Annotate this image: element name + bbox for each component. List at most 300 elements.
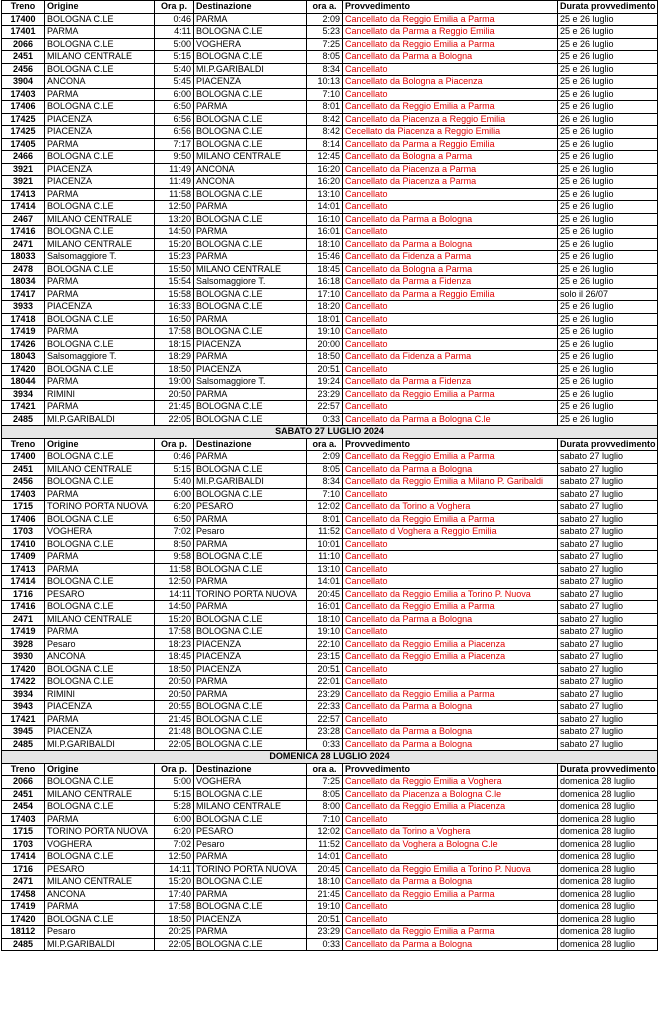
column-header-measure-duration: Durata provvedimento bbox=[558, 438, 658, 451]
table-row bbox=[2, 663, 658, 676]
cell-measure: Cancellato da Fidenza a Parma bbox=[343, 351, 558, 364]
table-row bbox=[2, 901, 658, 914]
cell-measure-duration: sabato 27 luglio bbox=[558, 451, 658, 464]
cell-measure-duration: 25 e 26 luglio bbox=[558, 338, 658, 351]
cell-train-number: 2485 bbox=[2, 738, 45, 751]
table-row bbox=[2, 388, 658, 401]
column-header-train-number: Treno bbox=[2, 763, 45, 776]
cell-arrival-time: 22:57 bbox=[307, 713, 343, 726]
cell-departure-time: 11:58 bbox=[155, 563, 194, 576]
cell-measure: Cancellato bbox=[343, 626, 558, 639]
cell-measure-duration: 25 e 26 luglio bbox=[558, 63, 658, 76]
column-header-measure-duration: Durata provvedimento bbox=[558, 763, 658, 776]
cell-measure: Cancellato bbox=[343, 551, 558, 564]
cell-arrival-time: 12:45 bbox=[307, 151, 343, 164]
cell-measure-duration: 25 e 26 luglio bbox=[558, 151, 658, 164]
table-row bbox=[2, 13, 658, 26]
cell-destination: PIACENZA bbox=[194, 338, 307, 351]
cell-measure-duration: sabato 27 luglio bbox=[558, 538, 658, 551]
table-row bbox=[2, 601, 658, 614]
cell-arrival-time: 18:50 bbox=[307, 351, 343, 364]
cell-arrival-time: 19:10 bbox=[307, 326, 343, 339]
column-header-origin: Origine bbox=[45, 1, 155, 14]
cell-arrival-time: 23:29 bbox=[307, 926, 343, 939]
column-header-origin: Origine bbox=[45, 438, 155, 451]
cell-departure-time: 17:40 bbox=[155, 888, 194, 901]
cell-departure-time: 19:00 bbox=[155, 376, 194, 389]
cell-arrival-time: 17:10 bbox=[307, 288, 343, 301]
cell-measure-duration: sabato 27 luglio bbox=[558, 638, 658, 651]
cell-departure-time: 6:20 bbox=[155, 501, 194, 514]
cell-measure: Cancellato bbox=[343, 226, 558, 239]
cell-measure: Cancellato bbox=[343, 313, 558, 326]
cell-measure-duration: domenica 28 luglio bbox=[558, 901, 658, 914]
cell-arrival-time: 19:24 bbox=[307, 376, 343, 389]
cell-origin: RIMINI bbox=[45, 388, 155, 401]
column-header-destination: Destinazione bbox=[194, 763, 307, 776]
cell-departure-time: 11:49 bbox=[155, 176, 194, 189]
cell-measure: Cancellato bbox=[343, 663, 558, 676]
cell-destination: BOLOGNA C.LE bbox=[194, 876, 307, 889]
cell-measure: Cancellato da Reggio Emilia a Parma bbox=[343, 888, 558, 901]
cell-train-number: 17410 bbox=[2, 538, 45, 551]
table-row bbox=[2, 926, 658, 939]
cell-origin: PARMA bbox=[45, 326, 155, 339]
cell-measure-duration: 25 e 26 luglio bbox=[558, 263, 658, 276]
cell-departure-time: 5:15 bbox=[155, 463, 194, 476]
table-row bbox=[2, 126, 658, 139]
cell-departure-time: 14:11 bbox=[155, 863, 194, 876]
cell-destination: PIACENZA bbox=[194, 638, 307, 651]
cell-destination: PARMA bbox=[194, 688, 307, 701]
section-title: DOMENICA 28 LUGLIO 2024 bbox=[2, 751, 658, 764]
cell-measure-duration: 25 e 26 luglio bbox=[558, 26, 658, 39]
cell-arrival-time: 13:10 bbox=[307, 563, 343, 576]
cell-destination: PIACENZA bbox=[194, 363, 307, 376]
cell-destination: PESARO bbox=[194, 826, 307, 839]
cell-arrival-time: 8:01 bbox=[307, 101, 343, 114]
cell-measure: Cancellato da Parma a Reggio Emilia bbox=[343, 138, 558, 151]
cell-origin: BOLOGNA C.LE bbox=[45, 851, 155, 864]
cell-measure: Cancellato da Parma a Bologna bbox=[343, 876, 558, 889]
table-row bbox=[2, 651, 658, 664]
cell-destination: BOLOGNA C.LE bbox=[194, 701, 307, 714]
cell-measure: Cancellato da Bologna a Piacenza bbox=[343, 76, 558, 89]
cell-measure-duration: 25 e 26 luglio bbox=[558, 88, 658, 101]
cell-measure: Cancellato da Fidenza a Parma bbox=[343, 251, 558, 264]
cell-measure-duration: sabato 27 luglio bbox=[558, 463, 658, 476]
table-row bbox=[2, 313, 658, 326]
cell-origin: Pesaro bbox=[45, 638, 155, 651]
cell-measure-duration: 25 e 26 luglio bbox=[558, 376, 658, 389]
table-row bbox=[2, 451, 658, 464]
cell-measure: Cancellato da Parma a Bologna bbox=[343, 238, 558, 251]
cell-origin: PIACENZA bbox=[45, 163, 155, 176]
section-title-row bbox=[2, 426, 658, 439]
cell-departure-time: 11:58 bbox=[155, 188, 194, 201]
cell-measure: Cancellato da Reggio Emilia a Torino P. Nuova bbox=[343, 863, 558, 876]
cell-measure-duration: 25 e 26 luglio bbox=[558, 51, 658, 64]
cell-destination: PARMA bbox=[194, 576, 307, 589]
table-row bbox=[2, 413, 658, 426]
table-row bbox=[2, 688, 658, 701]
cell-departure-time: 5:00 bbox=[155, 776, 194, 789]
cell-arrival-time: 16:20 bbox=[307, 176, 343, 189]
cell-destination: PARMA bbox=[194, 201, 307, 214]
section-title: SABATO 27 LUGLIO 2024 bbox=[2, 426, 658, 439]
cell-measure: Cancellato da Piacenza a Parma bbox=[343, 176, 558, 189]
cell-train-number: 17414 bbox=[2, 576, 45, 589]
cell-measure: Cancellato da Torino a Voghera bbox=[343, 501, 558, 514]
cell-origin: BOLOGNA C.LE bbox=[45, 513, 155, 526]
cell-destination: BOLOGNA C.LE bbox=[194, 788, 307, 801]
cell-arrival-time: 8:05 bbox=[307, 788, 343, 801]
cell-departure-time: 5:15 bbox=[155, 51, 194, 64]
cell-destination: BOLOGNA C.LE bbox=[194, 51, 307, 64]
cell-arrival-time: 8:05 bbox=[307, 51, 343, 64]
schedule-table bbox=[1, 0, 658, 951]
cell-measure-duration: 25 e 26 luglio bbox=[558, 388, 658, 401]
cell-destination: PIACENZA bbox=[194, 913, 307, 926]
cell-destination: TORINO PORTA NUOVA bbox=[194, 863, 307, 876]
cell-arrival-time: 12:02 bbox=[307, 501, 343, 514]
cell-destination: BOLOGNA C.LE bbox=[194, 238, 307, 251]
cell-origin: BOLOGNA C.LE bbox=[45, 576, 155, 589]
cell-destination: BOLOGNA C.LE bbox=[194, 901, 307, 914]
cell-origin: BOLOGNA C.LE bbox=[45, 101, 155, 114]
cell-destination: BOLOGNA C.LE bbox=[194, 413, 307, 426]
cell-arrival-time: 0:33 bbox=[307, 738, 343, 751]
cell-origin: BOLOGNA C.LE bbox=[45, 338, 155, 351]
cell-origin: BOLOGNA C.LE bbox=[45, 601, 155, 614]
cell-measure: Cancellato bbox=[343, 201, 558, 214]
column-header-destination: Destinazione bbox=[194, 1, 307, 14]
cell-destination: MI.P.GARIBALDI bbox=[194, 476, 307, 489]
cell-measure-duration: 25 e 26 luglio bbox=[558, 138, 658, 151]
cell-measure: Cancellato da Reggio Emilia a Piacenza bbox=[343, 651, 558, 664]
table-row bbox=[2, 351, 658, 364]
cell-arrival-time: 16:20 bbox=[307, 163, 343, 176]
cell-departure-time: 18:15 bbox=[155, 338, 194, 351]
cell-departure-time: 20:50 bbox=[155, 388, 194, 401]
cell-measure-duration: domenica 28 luglio bbox=[558, 876, 658, 889]
cell-destination: Pesaro bbox=[194, 526, 307, 539]
cell-destination: BOLOGNA C.LE bbox=[194, 113, 307, 126]
cell-destination: MI.P.GARIBALDI bbox=[194, 63, 307, 76]
cell-departure-time: 15:20 bbox=[155, 238, 194, 251]
cell-arrival-time: 14:01 bbox=[307, 851, 343, 864]
cell-train-number: 17416 bbox=[2, 226, 45, 239]
cell-departure-time: 20:50 bbox=[155, 676, 194, 689]
table-row bbox=[2, 38, 658, 51]
cell-departure-time: 6:50 bbox=[155, 513, 194, 526]
column-header-destination: Destinazione bbox=[194, 438, 307, 451]
table-row bbox=[2, 376, 658, 389]
cell-measure-duration: sabato 27 luglio bbox=[558, 576, 658, 589]
cell-arrival-time: 20:51 bbox=[307, 913, 343, 926]
cell-measure-duration: domenica 28 luglio bbox=[558, 888, 658, 901]
cell-arrival-time: 19:10 bbox=[307, 626, 343, 639]
cell-origin: Salsomaggiore T. bbox=[45, 351, 155, 364]
cell-destination: Pesaro bbox=[194, 838, 307, 851]
cell-measure-duration: 25 e 26 luglio bbox=[558, 301, 658, 314]
cell-measure: Cancellato bbox=[343, 901, 558, 914]
cell-measure: Cancellato bbox=[343, 188, 558, 201]
cell-departure-time: 9:50 bbox=[155, 151, 194, 164]
cell-origin: PARMA bbox=[45, 138, 155, 151]
cell-origin: ANCONA bbox=[45, 888, 155, 901]
table-row bbox=[2, 251, 658, 264]
cell-arrival-time: 18:01 bbox=[307, 313, 343, 326]
cell-measure: Cancellato da Reggio Emilia a Torino P. Nuova bbox=[343, 588, 558, 601]
cell-train-number: 3921 bbox=[2, 176, 45, 189]
cell-arrival-time: 14:01 bbox=[307, 201, 343, 214]
cell-arrival-time: 10:01 bbox=[307, 538, 343, 551]
cell-measure-duration: sabato 27 luglio bbox=[558, 726, 658, 739]
cell-arrival-time: 18:20 bbox=[307, 301, 343, 314]
column-header-arrival-time: ora a. bbox=[307, 763, 343, 776]
cell-train-number: 17400 bbox=[2, 451, 45, 464]
cell-destination: Salsomaggiore T. bbox=[194, 276, 307, 289]
table-row bbox=[2, 526, 658, 539]
cell-measure: Cancellato da Parma a Bologna C.le bbox=[343, 413, 558, 426]
schedule-body bbox=[2, 1, 658, 951]
cell-arrival-time: 11:10 bbox=[307, 551, 343, 564]
cell-measure-duration: 25 e 26 luglio bbox=[558, 326, 658, 339]
cell-measure: Cancellato bbox=[343, 363, 558, 376]
cell-origin: BOLOGNA C.LE bbox=[45, 538, 155, 551]
column-header-arrival-time: ora a. bbox=[307, 1, 343, 14]
cell-measure-duration: sabato 27 luglio bbox=[558, 651, 658, 664]
cell-origin: PIACENZA bbox=[45, 301, 155, 314]
cell-train-number: 17403 bbox=[2, 88, 45, 101]
cell-destination: PARMA bbox=[194, 351, 307, 364]
cell-arrival-time: 15:46 bbox=[307, 251, 343, 264]
cell-departure-time: 18:23 bbox=[155, 638, 194, 651]
column-header-departure-time: Ora p. bbox=[155, 763, 194, 776]
table-row bbox=[2, 101, 658, 114]
cell-measure-duration: sabato 27 luglio bbox=[558, 663, 658, 676]
cell-departure-time: 5:45 bbox=[155, 76, 194, 89]
cell-measure: Cancellato da Parma a Bologna bbox=[343, 613, 558, 626]
cell-destination: BOLOGNA C.LE bbox=[194, 26, 307, 39]
cell-measure-duration: sabato 27 luglio bbox=[558, 701, 658, 714]
cell-measure: Cancellato da Reggio Emilia a Parma bbox=[343, 101, 558, 114]
cell-destination: BOLOGNA C.LE bbox=[194, 326, 307, 339]
cell-arrival-time: 18:45 bbox=[307, 263, 343, 276]
table-row bbox=[2, 826, 658, 839]
cell-departure-time: 20:50 bbox=[155, 688, 194, 701]
cell-train-number: 18043 bbox=[2, 351, 45, 364]
table-row bbox=[2, 288, 658, 301]
cell-measure: Cancellato da Reggio Emilia a Piacenza bbox=[343, 801, 558, 814]
table-row bbox=[2, 913, 658, 926]
cell-measure-duration: sabato 27 luglio bbox=[558, 476, 658, 489]
cell-arrival-time: 7:25 bbox=[307, 38, 343, 51]
cell-origin: PESARO bbox=[45, 588, 155, 601]
table-row bbox=[2, 801, 658, 814]
cell-destination: PARMA bbox=[194, 101, 307, 114]
cell-departure-time: 18:50 bbox=[155, 663, 194, 676]
cell-departure-time: 21:48 bbox=[155, 726, 194, 739]
cell-measure: Cancellato bbox=[343, 63, 558, 76]
cell-measure: Cancellato da Parma a Bologna bbox=[343, 938, 558, 951]
cell-destination: BOLOGNA C.LE bbox=[194, 626, 307, 639]
cell-arrival-time: 22:10 bbox=[307, 638, 343, 651]
cell-measure-duration: 26 e 26 luglio bbox=[558, 113, 658, 126]
cell-departure-time: 17:58 bbox=[155, 626, 194, 639]
cell-train-number: 2466 bbox=[2, 151, 45, 164]
cell-origin: PIACENZA bbox=[45, 176, 155, 189]
cell-measure-duration: 25 e 26 luglio bbox=[558, 76, 658, 89]
cell-origin: BOLOGNA C.LE bbox=[45, 451, 155, 464]
table-row bbox=[2, 613, 658, 626]
cell-train-number: 2485 bbox=[2, 938, 45, 951]
table-row bbox=[2, 638, 658, 651]
cell-destination: ANCONA bbox=[194, 176, 307, 189]
cell-train-number: 18112 bbox=[2, 926, 45, 939]
cell-train-number: 1703 bbox=[2, 526, 45, 539]
cell-arrival-time: 20:45 bbox=[307, 588, 343, 601]
cell-arrival-time: 16:01 bbox=[307, 226, 343, 239]
cell-departure-time: 15:54 bbox=[155, 276, 194, 289]
table-row bbox=[2, 226, 658, 239]
cell-destination: MILANO CENTRALE bbox=[194, 263, 307, 276]
table-row bbox=[2, 551, 658, 564]
column-header-measure: Provvedimento bbox=[343, 763, 558, 776]
cell-destination: PIACENZA bbox=[194, 663, 307, 676]
cell-departure-time: 14:50 bbox=[155, 601, 194, 614]
cell-measure: Cancellato bbox=[343, 576, 558, 589]
cell-measure-duration: 25 e 26 luglio bbox=[558, 201, 658, 214]
cell-origin: PARMA bbox=[45, 376, 155, 389]
cell-destination: PARMA bbox=[194, 888, 307, 901]
cell-arrival-time: 11:52 bbox=[307, 526, 343, 539]
cell-measure: Cancellato bbox=[343, 301, 558, 314]
cell-departure-time: 18:45 bbox=[155, 651, 194, 664]
cell-destination: PARMA bbox=[194, 226, 307, 239]
cell-origin: BOLOGNA C.LE bbox=[45, 201, 155, 214]
cell-measure: Cancellato bbox=[343, 563, 558, 576]
cell-origin: PARMA bbox=[45, 813, 155, 826]
cell-measure-duration: domenica 28 luglio bbox=[558, 801, 658, 814]
cell-destination: BOLOGNA C.LE bbox=[194, 88, 307, 101]
table-row bbox=[2, 938, 658, 951]
table-row bbox=[2, 713, 658, 726]
cell-train-number: 2451 bbox=[2, 51, 45, 64]
cell-departure-time: 16:50 bbox=[155, 313, 194, 326]
cell-arrival-time: 5:23 bbox=[307, 26, 343, 39]
cell-origin: MILANO CENTRALE bbox=[45, 788, 155, 801]
cell-train-number: 18033 bbox=[2, 251, 45, 264]
cell-measure-duration: 25 e 26 luglio bbox=[558, 13, 658, 26]
cell-measure-duration: 25 e 26 luglio bbox=[558, 176, 658, 189]
cell-train-number: 17401 bbox=[2, 26, 45, 39]
cell-measure-duration: sabato 27 luglio bbox=[558, 676, 658, 689]
cell-arrival-time: 23:29 bbox=[307, 688, 343, 701]
cell-destination: BOLOGNA C.LE bbox=[194, 401, 307, 414]
cell-arrival-time: 20:51 bbox=[307, 363, 343, 376]
cell-measure-duration: 25 e 26 luglio bbox=[558, 163, 658, 176]
cell-origin: MI.P.GARIBALDI bbox=[45, 738, 155, 751]
cell-departure-time: 22:05 bbox=[155, 413, 194, 426]
cell-train-number: 2471 bbox=[2, 238, 45, 251]
cell-measure: Cancellato da Parma a Bologna bbox=[343, 213, 558, 226]
cell-destination: BOLOGNA C.LE bbox=[194, 126, 307, 139]
cell-arrival-time: 22:57 bbox=[307, 401, 343, 414]
cell-train-number: 2451 bbox=[2, 463, 45, 476]
cell-destination: PARMA bbox=[194, 538, 307, 551]
cell-train-number: 3933 bbox=[2, 301, 45, 314]
cell-measure-duration: sabato 27 luglio bbox=[558, 488, 658, 501]
cell-departure-time: 15:58 bbox=[155, 288, 194, 301]
cell-measure-duration: domenica 28 luglio bbox=[558, 863, 658, 876]
table-row bbox=[2, 276, 658, 289]
cell-destination: BOLOGNA C.LE bbox=[194, 188, 307, 201]
cell-train-number: 2478 bbox=[2, 263, 45, 276]
cell-measure: Cancellato da Parma a Bologna bbox=[343, 463, 558, 476]
table-row bbox=[2, 813, 658, 826]
cell-arrival-time: 16:01 bbox=[307, 601, 343, 614]
cell-arrival-time: 8:00 bbox=[307, 801, 343, 814]
cell-train-number: 17406 bbox=[2, 101, 45, 114]
cell-measure-duration: sabato 27 luglio bbox=[558, 688, 658, 701]
cell-measure: Cancellato bbox=[343, 676, 558, 689]
cell-destination: BOLOGNA C.LE bbox=[194, 738, 307, 751]
cell-origin: BOLOGNA C.LE bbox=[45, 226, 155, 239]
cell-departure-time: 15:20 bbox=[155, 876, 194, 889]
cell-measure: Cancellato bbox=[343, 538, 558, 551]
section-title-row bbox=[2, 751, 658, 764]
cell-origin: ANCONA bbox=[45, 76, 155, 89]
table-row bbox=[2, 26, 658, 39]
cell-train-number: 3943 bbox=[2, 701, 45, 714]
table-row bbox=[2, 188, 658, 201]
cell-measure: Cancellato da Reggio Emilia a Piacenza bbox=[343, 638, 558, 651]
cell-arrival-time: 8:05 bbox=[307, 463, 343, 476]
cell-departure-time: 15:20 bbox=[155, 613, 194, 626]
cell-measure-duration: 25 e 26 luglio bbox=[558, 226, 658, 239]
table-row bbox=[2, 176, 658, 189]
cell-arrival-time: 2:09 bbox=[307, 13, 343, 26]
cell-arrival-time: 22:33 bbox=[307, 701, 343, 714]
cell-train-number: 17425 bbox=[2, 126, 45, 139]
cell-train-number: 2451 bbox=[2, 788, 45, 801]
cell-origin: PARMA bbox=[45, 288, 155, 301]
cell-origin: MI.P.GARIBALDI bbox=[45, 938, 155, 951]
cell-train-number: 17419 bbox=[2, 626, 45, 639]
table-row bbox=[2, 851, 658, 864]
cell-destination: BOLOGNA C.LE bbox=[194, 488, 307, 501]
column-header-arrival-time: ora a. bbox=[307, 438, 343, 451]
cell-departure-time: 6:56 bbox=[155, 113, 194, 126]
cell-destination: BOLOGNA C.LE bbox=[194, 138, 307, 151]
cell-origin: PARMA bbox=[45, 401, 155, 414]
cell-measure-duration: 25 e 26 luglio bbox=[558, 238, 658, 251]
cell-arrival-time: 14:01 bbox=[307, 576, 343, 589]
cell-destination: VOGHERA bbox=[194, 776, 307, 789]
table-row bbox=[2, 576, 658, 589]
cell-train-number: 17406 bbox=[2, 513, 45, 526]
cell-origin: PARMA bbox=[45, 551, 155, 564]
cell-measure: Cecellato da Piacenza a Reggio Emilia bbox=[343, 126, 558, 139]
cell-measure-duration: solo il 26/07 bbox=[558, 288, 658, 301]
cell-departure-time: 7:17 bbox=[155, 138, 194, 151]
table-row bbox=[2, 363, 658, 376]
cell-destination: PARMA bbox=[194, 451, 307, 464]
cell-measure-duration: 25 e 26 luglio bbox=[558, 213, 658, 226]
cell-departure-time: 20:55 bbox=[155, 701, 194, 714]
